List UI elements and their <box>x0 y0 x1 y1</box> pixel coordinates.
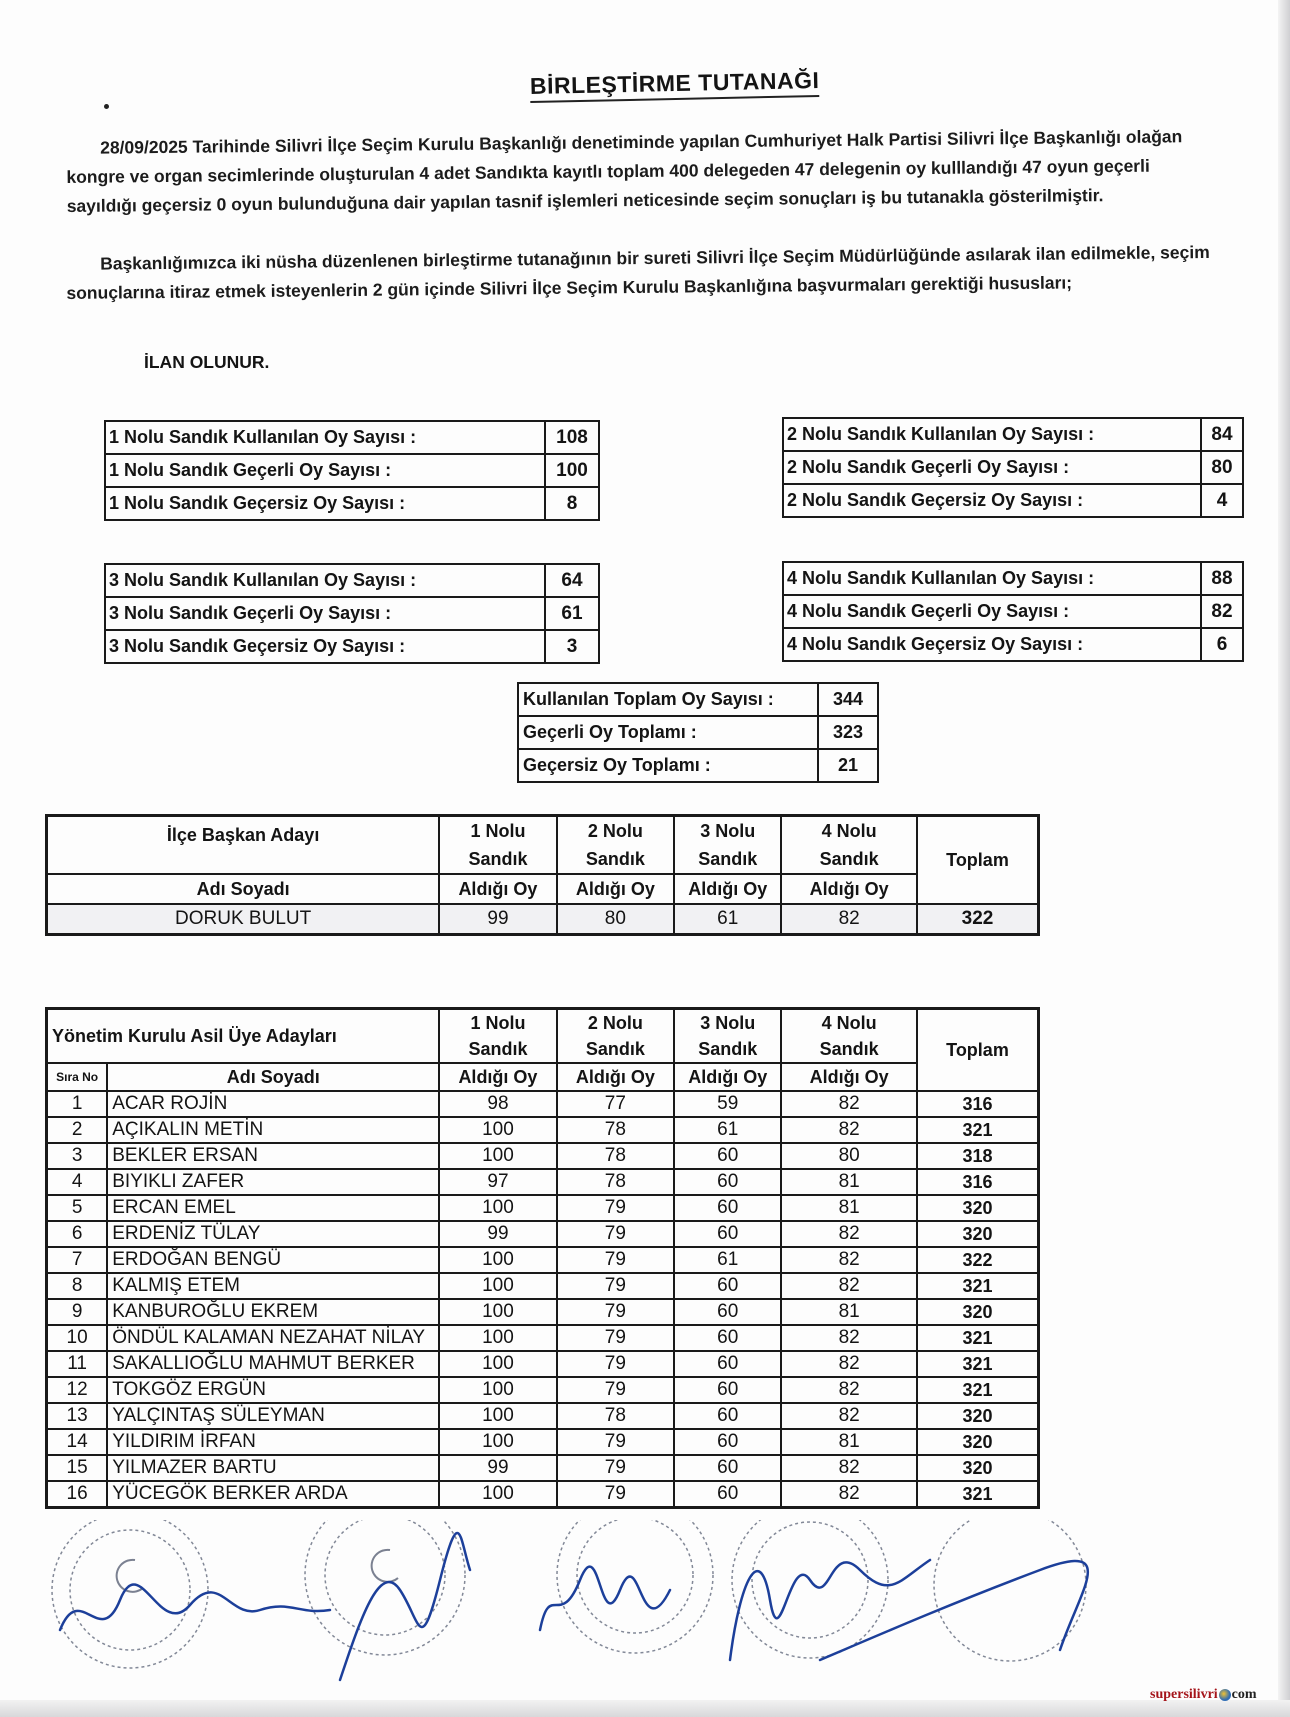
vote-cell: 60 <box>674 1221 781 1247</box>
header-row <box>47 816 1039 846</box>
order-cell: 14 <box>47 1429 108 1455</box>
column-header: Sandık <box>781 845 917 874</box>
column-header-order: Sıra No <box>47 1063 108 1091</box>
ballot-box-1-summary <box>104 420 600 521</box>
candidate-name: ERCAN EMEL <box>107 1195 439 1221</box>
row-value: 21 <box>818 749 878 782</box>
table-row <box>47 1091 1039 1117</box>
total-cell: 320 <box>917 1403 1039 1429</box>
vote-cell: 80 <box>557 904 674 935</box>
vote-cell: 100 <box>439 1429 556 1455</box>
column-header: 3 Nolu <box>674 816 781 846</box>
column-header: Aldığı Oy <box>557 874 674 904</box>
order-cell: 12 <box>47 1377 108 1403</box>
board-candidates-table <box>45 1007 1040 1509</box>
vote-cell: 82 <box>781 1273 917 1299</box>
table-row <box>105 564 599 597</box>
vote-cell: 100 <box>439 1247 556 1273</box>
table-row <box>783 484 1243 517</box>
candidate-name: KALMIŞ ETEM <box>107 1273 439 1299</box>
ballot-box-4-summary <box>782 561 1244 662</box>
column-header: Aldığı Oy <box>781 1063 917 1091</box>
watermark-domain: com <box>1231 1687 1257 1702</box>
order-cell: 13 <box>47 1403 108 1429</box>
total-cell: 320 <box>917 1429 1039 1455</box>
table-row <box>47 1195 1039 1221</box>
order-cell: 11 <box>47 1351 108 1377</box>
header-row <box>47 874 1039 904</box>
row-value: 82 <box>1201 595 1243 628</box>
row-label: 3 Nolu Sandık Geçerli Oy Sayısı : <box>105 597 545 630</box>
announcement: İLAN OLUNUR. <box>144 352 270 372</box>
official-stamp-icon <box>52 1520 208 1668</box>
vote-cell: 61 <box>674 1247 781 1273</box>
header-row <box>47 1009 1039 1037</box>
column-header: 4 Nolu <box>781 1009 917 1037</box>
vote-cell: 59 <box>674 1091 781 1117</box>
row-value: 80 <box>1201 451 1243 484</box>
row-label: 3 Nolu Sandık Kullanılan Oy Sayısı : <box>105 564 545 597</box>
vote-cell: 78 <box>557 1169 674 1195</box>
vote-cell: 82 <box>781 1117 917 1143</box>
header-row <box>47 1063 1039 1091</box>
order-cell: 5 <box>47 1195 108 1221</box>
candidate-name: YILMAZER BARTU <box>107 1455 439 1481</box>
table-row <box>518 683 878 716</box>
row-label: 4 Nolu Sandık Geçerli Oy Sayısı : <box>783 595 1201 628</box>
row-label: Geçerli Oy Toplamı : <box>518 716 818 749</box>
vote-cell: 100 <box>439 1273 556 1299</box>
document-title: BİRLEŞTİRME TUTANAĞI <box>530 67 820 103</box>
candidate-name: YILDIRIM İRFAN <box>107 1429 439 1455</box>
vote-cell: 100 <box>439 1299 556 1325</box>
order-cell: 9 <box>47 1299 108 1325</box>
row-label: Kullanılan Toplam Oy Sayısı : <box>518 683 818 716</box>
paragraph-2: Başkanlığımızca iki nüsha düzenlenen birleştirme tutanağının bir sureti Silivri İlçe Seçim Müdürlüğünde asılarak ilan edilmekle, seçim sonuçlarına itiraz etmek isteyenlerin 2 gün içinde Silivri İlçe Seçim Kurulu Başkanlığına başvurmaları gerektiği hususları; <box>66 242 1210 303</box>
vote-cell: 82 <box>781 1325 917 1351</box>
vote-cell: 99 <box>439 904 556 935</box>
column-header: Sandık <box>781 1036 917 1063</box>
section-heading: Yönetim Kurulu Asil Üye Adayları <box>47 1009 440 1064</box>
official-stamp-icon <box>732 1520 888 1658</box>
row-value: 88 <box>1201 562 1243 595</box>
vote-cell: 60 <box>674 1325 781 1351</box>
vote-cell: 60 <box>674 1299 781 1325</box>
vote-cell: 82 <box>781 1403 917 1429</box>
total-cell: 321 <box>917 1481 1039 1508</box>
vote-cell: 82 <box>781 1481 917 1508</box>
vote-cell: 100 <box>439 1481 556 1508</box>
candidate-name: SAKALLIOĞLU MAHMUT BERKER <box>107 1351 439 1377</box>
board-rows <box>47 1091 1039 1508</box>
candidate-name: AÇIKALIN METİN <box>107 1117 439 1143</box>
vote-cell: 82 <box>781 904 917 935</box>
vote-cell: 100 <box>439 1195 556 1221</box>
total-cell: 320 <box>917 1455 1039 1481</box>
table-row <box>105 454 599 487</box>
vote-cell: 60 <box>674 1143 781 1169</box>
ballot-box-3-summary <box>104 563 600 664</box>
table-row <box>47 1169 1039 1195</box>
order-cell: 15 <box>47 1455 108 1481</box>
candidate-name: BEKLER ERSAN <box>107 1143 439 1169</box>
page-bottom-shadow <box>0 1700 1290 1717</box>
row-label: 2 Nolu Sandık Geçerli Oy Sayısı : <box>783 451 1201 484</box>
table-row <box>105 487 599 520</box>
vote-cell: 60 <box>674 1351 781 1377</box>
column-header: Aldığı Oy <box>439 874 556 904</box>
official-stamp-icon <box>557 1520 713 1653</box>
row-value: 344 <box>818 683 878 716</box>
vote-cell: 82 <box>781 1351 917 1377</box>
table-row <box>47 1247 1039 1273</box>
table-row <box>47 1455 1039 1481</box>
column-header: Sandık <box>674 845 781 874</box>
table-row <box>783 451 1243 484</box>
total-cell: 321 <box>917 1273 1039 1299</box>
vote-cell: 78 <box>557 1143 674 1169</box>
vote-cell: 78 <box>557 1117 674 1143</box>
vote-cell: 77 <box>557 1091 674 1117</box>
table-row <box>105 597 599 630</box>
vote-cell: 79 <box>557 1377 674 1403</box>
column-header-name: Adı Soyadı <box>107 1063 439 1091</box>
official-stamp-icon <box>305 1520 465 1655</box>
column-header-total: Toplam <box>917 816 1039 905</box>
row-label: 2 Nolu Sandık Geçersiz Oy Sayısı : <box>783 484 1201 517</box>
column-header-total: Toplam <box>917 1009 1039 1092</box>
candidate-name: ACAR ROJİN <box>107 1091 439 1117</box>
table-row <box>47 1403 1039 1429</box>
column-header: Sandık <box>674 1036 781 1063</box>
vote-cell: 61 <box>674 904 781 935</box>
column-header: 2 Nolu <box>557 1009 674 1037</box>
table-row <box>518 716 878 749</box>
candidate-name: YÜCEGÖK BERKER ARDA <box>107 1481 439 1508</box>
table-row <box>47 1481 1039 1508</box>
row-value: 61 <box>545 597 599 630</box>
vote-cell: 60 <box>674 1377 781 1403</box>
candidate-name: ÖNDÜL KALAMAN NEZAHAT NİLAY <box>107 1325 439 1351</box>
table-row <box>783 628 1243 661</box>
vote-cell: 100 <box>439 1143 556 1169</box>
column-header: Sandık <box>557 1036 674 1063</box>
vote-cell: 60 <box>674 1169 781 1195</box>
vote-cell: 100 <box>439 1351 556 1377</box>
table-row <box>47 904 1039 935</box>
total-cell: 316 <box>917 1169 1039 1195</box>
vote-cell: 80 <box>781 1143 917 1169</box>
order-cell: 4 <box>47 1169 108 1195</box>
candidate-name: ERDOĞAN BENGÜ <box>107 1247 439 1273</box>
vote-cell: 79 <box>557 1481 674 1508</box>
row-value: 6 <box>1201 628 1243 661</box>
column-header: Aldığı Oy <box>674 1063 781 1091</box>
vote-cell: 78 <box>557 1403 674 1429</box>
column-header: 1 Nolu <box>439 1009 556 1037</box>
table-row <box>47 1351 1039 1377</box>
table-row <box>47 1143 1039 1169</box>
total-cell: 320 <box>917 1221 1039 1247</box>
vote-cell: 60 <box>674 1403 781 1429</box>
column-header: 1 Nolu <box>439 816 556 846</box>
official-stamp-icon <box>934 1520 1086 1661</box>
vote-cell: 79 <box>557 1325 674 1351</box>
total-cell: 316 <box>917 1091 1039 1117</box>
total-cell: 320 <box>917 1299 1039 1325</box>
table-row <box>47 1325 1039 1351</box>
total-cell: 318 <box>917 1143 1039 1169</box>
order-cell: 16 <box>47 1481 108 1508</box>
site-watermark <box>1150 1687 1257 1703</box>
column-header: Sandık <box>439 845 556 874</box>
stray-mark <box>104 104 109 109</box>
row-value: 4 <box>1201 484 1243 517</box>
table-row <box>105 421 599 454</box>
total-cell: 322 <box>917 904 1039 935</box>
row-label: Geçersiz Oy Toplamı : <box>518 749 818 782</box>
president-candidate-table <box>45 814 1040 936</box>
row-value: 8 <box>545 487 599 520</box>
column-header: Sandık <box>439 1036 556 1063</box>
vote-cell: 60 <box>674 1273 781 1299</box>
vote-cell: 60 <box>674 1455 781 1481</box>
table-row <box>518 749 878 782</box>
table-row <box>47 1221 1039 1247</box>
row-label: 2 Nolu Sandık Kullanılan Oy Sayısı : <box>783 418 1201 451</box>
vote-cell: 100 <box>439 1325 556 1351</box>
candidate-name: TOKGÖZ ERGÜN <box>107 1377 439 1403</box>
vote-cell: 79 <box>557 1351 674 1377</box>
vote-cell: 60 <box>674 1481 781 1508</box>
column-header: 2 Nolu <box>557 816 674 846</box>
vote-cell: 81 <box>781 1169 917 1195</box>
total-cell: 320 <box>917 1195 1039 1221</box>
vote-cell: 100 <box>439 1377 556 1403</box>
row-value: 323 <box>818 716 878 749</box>
vote-cell: 79 <box>557 1455 674 1481</box>
total-cell: 321 <box>917 1325 1039 1351</box>
candidate-name: KANBUROĞLU EKREM <box>107 1299 439 1325</box>
vote-cell: 79 <box>557 1429 674 1455</box>
total-cell: 321 <box>917 1351 1039 1377</box>
vote-cell: 100 <box>439 1403 556 1429</box>
vote-cell: 60 <box>674 1429 781 1455</box>
column-header: Sandık <box>557 845 674 874</box>
row-label: 1 Nolu Sandık Kullanılan Oy Sayısı : <box>105 421 545 454</box>
candidate-name: DORUK BULUT <box>47 904 440 935</box>
row-value: 84 <box>1201 418 1243 451</box>
order-cell: 2 <box>47 1117 108 1143</box>
table-row <box>47 1429 1039 1455</box>
column-header: Aldığı Oy <box>439 1063 556 1091</box>
total-cell: 321 <box>917 1117 1039 1143</box>
vote-cell: 81 <box>781 1299 917 1325</box>
row-label: 4 Nolu Sandık Geçersiz Oy Sayısı : <box>783 628 1201 661</box>
total-cell: 322 <box>917 1247 1039 1273</box>
vote-cell: 82 <box>781 1377 917 1403</box>
vote-cell: 82 <box>781 1247 917 1273</box>
table-row <box>47 1117 1039 1143</box>
vote-cell: 79 <box>557 1221 674 1247</box>
vote-cell: 61 <box>674 1117 781 1143</box>
column-header: 3 Nolu <box>674 1009 781 1037</box>
watermark-text: supersilivri <box>1150 1687 1218 1702</box>
vote-cell: 79 <box>557 1247 674 1273</box>
order-cell: 10 <box>47 1325 108 1351</box>
order-cell: 7 <box>47 1247 108 1273</box>
candidate-name: BIYIKLI ZAFER <box>107 1169 439 1195</box>
vote-cell: 97 <box>439 1169 556 1195</box>
vote-cell: 82 <box>781 1455 917 1481</box>
row-label: 4 Nolu Sandık Kullanılan Oy Sayısı : <box>783 562 1201 595</box>
row-label: 1 Nolu Sandık Geçerli Oy Sayısı : <box>105 454 545 487</box>
table-row <box>783 562 1243 595</box>
vote-cell: 79 <box>557 1195 674 1221</box>
table-row <box>47 1377 1039 1403</box>
vote-cell: 82 <box>781 1221 917 1247</box>
stamps-and-signatures <box>40 1520 1120 1710</box>
order-cell: 3 <box>47 1143 108 1169</box>
candidate-name: ERDENİZ TÜLAY <box>107 1221 439 1247</box>
column-header-name: Adı Soyadı <box>47 874 440 904</box>
vote-cell: 60 <box>674 1195 781 1221</box>
vote-cell: 79 <box>557 1273 674 1299</box>
row-value: 64 <box>545 564 599 597</box>
row-label: 1 Nolu Sandık Geçersiz Oy Sayısı : <box>105 487 545 520</box>
vote-totals <box>517 682 879 783</box>
table-row <box>783 418 1243 451</box>
table-row <box>47 1273 1039 1299</box>
order-cell: 8 <box>47 1273 108 1299</box>
vote-cell: 98 <box>439 1091 556 1117</box>
column-header: 4 Nolu <box>781 816 917 846</box>
row-value: 100 <box>545 454 599 487</box>
row-value: 3 <box>545 630 599 663</box>
vote-cell: 81 <box>781 1429 917 1455</box>
vote-cell: 100 <box>439 1117 556 1143</box>
column-header: Aldığı Oy <box>557 1063 674 1091</box>
column-header: Aldığı Oy <box>781 874 917 904</box>
column-header: Aldığı Oy <box>674 874 781 904</box>
vote-cell: 99 <box>439 1455 556 1481</box>
table-row <box>783 595 1243 628</box>
vote-cell: 81 <box>781 1195 917 1221</box>
page-edge-shadow <box>1278 0 1290 1717</box>
row-label: 3 Nolu Sandık Geçersiz Oy Sayısı : <box>105 630 545 663</box>
order-cell: 1 <box>47 1091 108 1117</box>
candidate-name: YALÇINTAŞ SÜLEYMAN <box>107 1403 439 1429</box>
vote-cell: 99 <box>439 1221 556 1247</box>
table-row <box>47 1299 1039 1325</box>
section-heading: İlçe Başkan Adayı <box>47 816 440 875</box>
order-cell: 6 <box>47 1221 108 1247</box>
total-cell: 321 <box>917 1377 1039 1403</box>
ballot-box-2-summary <box>782 417 1244 518</box>
vote-cell: 82 <box>781 1091 917 1117</box>
paragraph-1: 28/09/2025 Tarihinde Silivri İlçe Seçim Kurulu Başkanlığı denetiminde yapılan Cumhuriyet Halk Partisi Silivri İlçe Başkanlığı olağan kongre ve organ secimlerinde oluşturulan 4 adet Sandıkta kayıtlı toplam 400 delegeden 47 delegenin oy kulllandığı 47 oyun geçerli sayıldığı geçersiz 0 oyun bulunduğuna dair yapılan tasnif işlemleri neticesinde seçim sonuçları iş bu tutanakla gösterilmiştir. <box>66 126 1183 216</box>
table-row <box>105 630 599 663</box>
row-value: 108 <box>545 421 599 454</box>
vote-cell: 79 <box>557 1299 674 1325</box>
globe-icon <box>1219 1689 1231 1701</box>
